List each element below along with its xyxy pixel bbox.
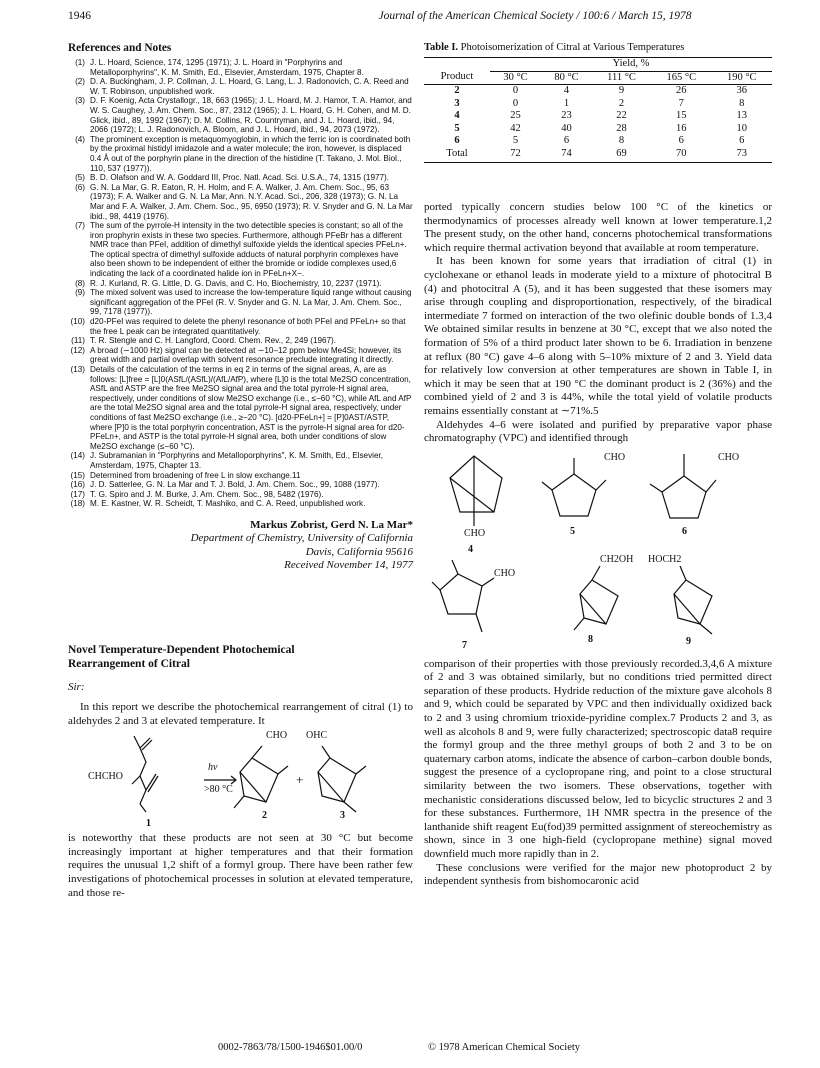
- table-cell: 74: [541, 148, 592, 163]
- reference-item: [68, 173, 413, 183]
- reference-text: D. F. Koenig, Acta Crystallogr., 18, 663 (1965); J. L. Hoard, M. J. Hamor, T. A. Hamor, and W. S. Caughey, J. Am. Chem. Soc., 87, 2312 (1965); J. L. Hoard, G. H. Cohen, and M. D. Glick, ibid., 89, 1992 (1967); D. M. Collins, R. Countryman, and J. L. Hoard, ibid., 94, 2066 (1972); L. J. Radonovich, A. Bloom, and J. L. Hoard, ibid., 94, 2073 (1972).: [90, 96, 412, 135]
- scheme-plus: +: [296, 772, 304, 788]
- page-number: 1946: [68, 10, 91, 22]
- reference-number: (9): [75, 288, 85, 298]
- reference-item: [68, 471, 413, 481]
- right-paragraph-1: ported typically concern studies below 100 °C of the kinetics or thermodynamics of processes already well known at lower temperature.1,2 The present study, on the other hand, concerns photochemical transformations which require thermal activation beyond that available at room temperature.: [424, 201, 772, 254]
- authors: Markus Zobrist, Gerd N. La Mar*: [250, 518, 413, 531]
- reference-number: (12): [70, 345, 85, 355]
- table-cell: 40: [561, 122, 572, 134]
- reference-item: [68, 480, 413, 490]
- article-block: [68, 643, 413, 900]
- table-cell: 3: [454, 97, 460, 109]
- table-row: [424, 135, 772, 148]
- reference-text: J. Subramanian in "Porphyrins and Metalloporphyrins", K. M. Smith, Ed., Elsevier, Amsterdam, 1975, Chapter 13.: [90, 451, 383, 470]
- right-paragraph-4: comparison of their properties with those previously recorded.3,4,6 A mixture of 2 and 3 was obtained similarly, but no conditions tried permitted direct separation of these products. Hydride reduction of the mixture gave alcohols 8 and 9, which could be separated by VPC and then individually oxidized back to 2 and 3 using chromium trioxide-pyridine complex.7 Products 2 and 3, as well as alcohols 8 and 9, were fully characterized; spectroscopic data8 require the formyl group and the three methyl groups of both 2 and 3 to be on quaternary carbon atoms, indicate the absence of carbon–carbon double bonds, suggest the presence of a cyclopropane ring, and point to a close structural similarity between the two isomers. These observations, together with mechanistic considerations discussed below, led to bicyclic structures 2 and 3 for these substances. Furthermore, 1H NMR spectra in the presence of the lanthanide shift reagent Eu(fod)39 permitted assignment of stereochemistry as shown, since in 3 one high-field (cyclopropane methine) signal moved downfield much more rapidly than in 2.: [424, 657, 772, 860]
- structures-drawing: [424, 446, 772, 658]
- compound-number-1: 1: [146, 818, 151, 830]
- right-paragraph-5: These conclusions were verified for the major new photoproduct 2 by independent synthesis from bishomocaronic acid: [424, 861, 772, 888]
- table-cell: 8: [739, 97, 745, 109]
- table-cell: 25: [510, 110, 521, 121]
- arrow-label-hv: hν: [208, 762, 218, 774]
- reference-item: [68, 317, 413, 336]
- table-cell: 13: [736, 110, 747, 121]
- table-cell: Total: [424, 148, 490, 163]
- reference-item: [68, 58, 413, 77]
- table-cell: 70: [651, 148, 711, 163]
- table-cell: 15: [676, 110, 687, 121]
- table-cell: 10: [736, 122, 747, 134]
- table-caption-text: Photoisomerization of Citral at Various Temperatures: [460, 42, 685, 53]
- table-column-headers: [424, 71, 772, 85]
- table-cell: 7: [678, 97, 684, 109]
- arrow-label-temp: >80 °C: [204, 784, 233, 796]
- table-cell: 72: [490, 148, 541, 163]
- label-hoch2-9: HOCH2: [648, 553, 682, 565]
- article-title-line-1: Novel Temperature-Dependent Photochemical: [68, 644, 295, 656]
- salutation: Sir:: [68, 681, 85, 693]
- table-cell: 42: [510, 122, 521, 134]
- compound-number-8: 8: [588, 633, 593, 645]
- reference-number: (16): [70, 480, 85, 490]
- label-cho-5: CHO: [604, 451, 626, 463]
- reference-number: (5): [75, 173, 85, 183]
- table-cell: 5: [512, 135, 519, 146]
- table-caption-label: Table I.: [424, 42, 459, 53]
- reference-number: (3): [75, 96, 85, 106]
- reference-text: T. R. Stengle and C. H. Langford, Coord. Chem. Rev., 2, 249 (1967).: [90, 336, 336, 346]
- table-header-spacer: [424, 58, 490, 72]
- label-cho-6: CHO: [718, 451, 740, 463]
- reference-item: [68, 288, 413, 317]
- reference-text: A broad (∼1000 Hz) signal can be detected at ∼10–12 ppm below Me4Si; however, its great width and partial overlap with solvent resonance preclude integrating it directly.: [90, 345, 402, 365]
- table-cell: 6: [563, 135, 570, 146]
- reference-text: J. L. Hoard, Science, 174, 1295 (1971); J. L. Hoard in "Porphyrins and Metalloporphyrins", K. M. Smith, Ed., Elsevier, Amsterdam, 1975, Chapter 8.: [90, 58, 364, 77]
- table-row: [424, 148, 772, 163]
- table-column-header: 80 °C: [541, 71, 592, 85]
- city: Davis, California 95616: [305, 545, 413, 558]
- reference-text: Details of the calculation of the terms in eq 2 in terms of the signal areas, A, are as follows: [L]free = [L]0(ASfL/(ASfL)/(AfL/AfP), where [L]0 is the total Me2SO concentration, ASfL and ASTP are the free Me2SO signal area and the total pyrrole-H signal area, respectively, under conditions of slow Me2SO exchange (i.e., ≤−60 °C), while AfL and AfP are the total Me2SO signal area and the total pyrrole-H signal area, respectively, under conditions of fast Me2SO exchange (i.e., ≥−20 °C). [d20-PFeLn+] = [P]0AST/ASTP, where [P]0 is the total porphyrin concentration, AST is the pyrrole-H signal area for d20-PFeLn+, and ASTP is the total pyrrole-H signal area, both under conditions of slow Me2SO exchange (≤−60 °C).: [90, 365, 412, 451]
- table-cell: 23: [561, 110, 572, 121]
- table-column-header: Product: [424, 71, 490, 85]
- compound-number-2: 2: [262, 810, 267, 822]
- scheme-ohc-label: OHC: [306, 730, 328, 742]
- yield-table: [424, 57, 772, 163]
- table-row: [424, 98, 772, 111]
- reference-text: Determined from broadening of free L in slow exchange.11: [90, 470, 301, 480]
- table-column-header: 165 °C: [651, 71, 711, 85]
- table-cell: 28: [616, 122, 627, 134]
- compound-number-5: 5: [570, 525, 575, 537]
- reference-number: (15): [70, 470, 85, 480]
- label-cho-4: CHO: [464, 527, 486, 539]
- reference-item: [68, 499, 413, 509]
- reference-item: [68, 490, 413, 500]
- reference-number: (10): [70, 317, 85, 327]
- compound-number-6: 6: [682, 525, 687, 537]
- reference-text: B. D. Olafson and W. A. Goddard III, Proc. Natl. Acad. Sci. U.S.A., 74, 1315 (1977).: [90, 173, 389, 183]
- reference-item: [68, 279, 413, 289]
- compound-number-3: 3: [340, 810, 345, 822]
- table-cell: 2: [618, 97, 625, 109]
- signature-block: [68, 519, 413, 573]
- table-cell: 36: [736, 85, 747, 96]
- footer-code: 0002-7863/78/1500-1946$01.00/0: [218, 1042, 363, 1053]
- compound-number-7: 7: [462, 639, 467, 651]
- article-title-line-2: Rearrangement of Citral: [68, 658, 190, 670]
- left-column: [68, 42, 413, 573]
- table-cell: 26: [676, 85, 687, 96]
- table-cell: 9: [618, 85, 625, 96]
- label-cho-7: CHO: [494, 567, 516, 579]
- structures-figure: [424, 446, 772, 658]
- table-row: [424, 110, 772, 123]
- reference-text: G. N. La Mar, G. R. Eaton, R. H. Holm, and F. A. Walker, J. Am. Chem. Soc., 95, 63 (1973); F. A. Walker and G. N. La Mar, Ann. N.Y. Acad. Sci., 206, 328 (1973); G. N. La Mar and F. A. Walker, J. Am. Chem. Soc., 95, 6950 (1973); R. V. Snyder and G. N. La Mar ibid., 98, 4419 (1976).: [90, 182, 413, 221]
- reference-number: (8): [75, 278, 85, 288]
- table-cell: 6: [678, 135, 684, 146]
- table-column-header: 30 °C: [490, 71, 541, 85]
- scheme-cho-label: CHO: [266, 730, 288, 742]
- reference-number: (7): [75, 221, 85, 231]
- reference-number: (13): [70, 365, 85, 374]
- reference-number: (4): [75, 134, 85, 144]
- table-cell: 0: [512, 97, 519, 109]
- table-row: [424, 85, 772, 98]
- compound-number-4: 4: [468, 543, 473, 555]
- citral-group-label: CHCHO: [88, 771, 124, 783]
- reference-number: (11): [71, 336, 85, 346]
- table-cell: 8: [618, 135, 625, 146]
- reference-number: (14): [70, 451, 85, 461]
- table-cell: 69: [592, 148, 651, 163]
- reference-text: d20-PFeI was required to delete the phenyl resonance of both PFeI and PFeLn+ so that the free L peak can be integrated quantitatively.: [90, 317, 406, 336]
- reference-item: [68, 96, 413, 134]
- table-column-header: 111 °C: [592, 71, 651, 85]
- references-list: [68, 58, 413, 509]
- right-paragraph-3: Aldehydes 4–6 were isolated and purified by preparative vapor phase chromatography (VPC) and identified through: [424, 418, 772, 445]
- reference-text: The sum of the pyrrole-H intensity in the two detectible species is constant; so all of the iron prophyrin exists in these two species. Furthermore, although PFeBr has a different NMR trace than PFeI, addition of dimethyl sulfoxide yields the identical species PFeLn+. The optical spectra of dimethyl sulfoxide adducts of natural porphyrin complexes have also been shown to be independent of either the bromide or iodide complexes used,6 indicating the lack of a coordinated halide ion in PFeLn+X−.: [90, 221, 407, 279]
- reference-item: [68, 221, 413, 279]
- table-cell: 16: [676, 122, 687, 134]
- table-cell: 4: [454, 110, 460, 121]
- reference-text: The prominent exception is metaquomyoglobin, in which the ferric ion is coordinated both by the proximal histidyl imidazole and a water molecule; the iron, however, is displaced 0.4 Å out of the porphyrin plane in the direction of the histidine (T. Takano, J. Mol. Biol., 110, 537 (1977)).: [90, 134, 411, 173]
- table-row: [424, 123, 772, 136]
- table-caption: [424, 42, 772, 53]
- reference-number: (6): [75, 182, 85, 192]
- table-body: [424, 85, 772, 163]
- reference-text: J. D. Satterlee, G. N. La Mar and T. J. Bold, J. Am. Chem. Soc., 99, 1088 (1977).: [90, 480, 380, 490]
- right-paragraph-2: It has been known for some years that irradiation of citral (1) in cyclohexane or ethanol leads in moderate yield to a mixture of photocitral B (4) and photocitral A (5), and it has been suggested that these isomers may arise through coupling and disproportionation, respectively, of the biradical intermediate 7 formed on interaction of the two olefinic double bonds of 1.3,4 We obtained similar results in benzene at 30 °C, except that we also noted the formation of 5% of a third product later shown to be 6. Irradiation in benzene at reflux (80 °C) gave 4–6 along with 5–10% mixture of 2 and 3. Yield data for relatively low conversion at other temperatures are shown in Table I, in which it may be seen that at 190 °C the dominant product is 2 (36%) and the combined yield of 2 and 3 is 44%, while the total yield of volatile products remains essentially constant at ∼71%.5: [424, 255, 772, 417]
- received-date: Received November 14, 1977: [284, 559, 413, 572]
- department: Department of Chemistry, University of California: [190, 532, 413, 545]
- table-column-header: 190 °C: [712, 71, 772, 85]
- table-cell: 5: [454, 122, 460, 134]
- article-paragraph-1: In this report we describe the photochemical rearrangement of citral (1) to aldehydes 2 and 3 at elevated temperature. It: [68, 701, 413, 727]
- table-cell: 0: [512, 85, 519, 96]
- reference-text: T. G. Spiro and J. M. Burke, J. Am. Chem. Soc., 98, 5482 (1976).: [90, 489, 324, 499]
- reference-number: (2): [75, 77, 85, 87]
- table-cell: 6: [454, 135, 460, 146]
- article-paragraph-2: is noteworthy that these products are not seen at 30 °C but become increasingly important at higher temperatures and that their formation requires the unusual 1,2 shift of a formyl group. There have been rather few investigations of photochemical processes in solution at elevated temperature, and those re-: [68, 832, 413, 899]
- reference-item: [68, 451, 413, 470]
- reference-item: [68, 77, 413, 96]
- label-ch2oh-8: CH2OH: [600, 553, 634, 565]
- table-cell: 22: [616, 110, 627, 121]
- reference-text: The mixed solvent was used to increase the low-temperature liquid range without causing significant aggregation of the PFeI (R. V. Snyder and G. N. La Mar, J. Am. Chem. Soc., 99, 7178 (1977)).: [90, 288, 412, 317]
- reference-text: M. E. Kastner, W. R. Scheidt, T. Mashiko, and C. A. Reed, unpublished work.: [90, 499, 366, 509]
- reference-item: [68, 346, 413, 365]
- table-cell: 4: [563, 85, 570, 96]
- table-group-header: Yield, %: [490, 58, 772, 72]
- reference-item: [68, 336, 413, 346]
- right-column: [424, 42, 772, 889]
- table-cell: 73: [712, 148, 772, 163]
- reference-number: (18): [70, 499, 85, 509]
- table-cell: 6: [739, 135, 745, 146]
- reference-number: (1): [75, 58, 85, 67]
- reference-item: [68, 183, 413, 221]
- references-heading: References and Notes: [68, 42, 172, 54]
- reference-text: D. A. Buckingham, J. P. Collman, J. L. Hoard, G. Lang, L. J. Radonovich, C. A. Reed and W. T. Robinson, unpublished work.: [90, 77, 409, 96]
- reference-text: R. J. Kurland, R. G. Little, D. G. Davis, and C. Ho, Biochemistry, 10, 2237 (1971).: [90, 278, 382, 288]
- journal-header: Journal of the American Chemical Society / 100:6 / March 15, 1978: [378, 10, 692, 22]
- reference-number: (17): [70, 489, 85, 499]
- reaction-scheme: [68, 728, 413, 832]
- reference-item: [68, 135, 413, 173]
- footer-copyright: © 1978 American Chemical Society: [428, 1042, 581, 1053]
- table-cell: 2: [454, 85, 460, 96]
- reference-item: [68, 365, 413, 451]
- table-cell: 1: [563, 97, 570, 109]
- compound-number-9: 9: [686, 635, 691, 647]
